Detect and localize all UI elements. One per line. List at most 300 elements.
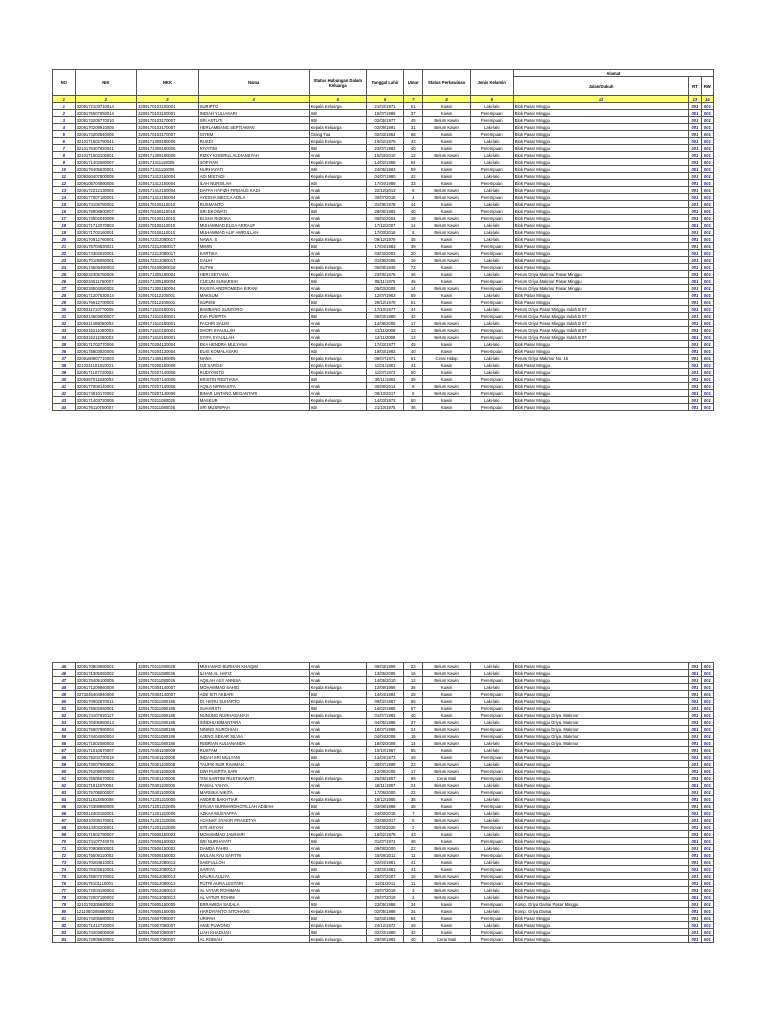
cell-no: 50 bbox=[53, 698, 76, 705]
cell-jenis-kelamin: Perempuan bbox=[470, 789, 513, 796]
cell-umur: 43 bbox=[403, 138, 423, 145]
cell-perkawinan: Kawin bbox=[423, 866, 470, 873]
cell-jenis-kelamin: Perempuan bbox=[470, 404, 513, 411]
cell-nik: 3209172103710014 bbox=[75, 103, 137, 110]
cell-nik: 3209176808800007 bbox=[75, 208, 137, 215]
cell-no: 23 bbox=[53, 257, 76, 264]
cell-jalan: Blok Pasar Minggu Griya. Makmur bbox=[513, 740, 689, 747]
cell-jenis-kelamin: Laki-laki bbox=[470, 341, 513, 348]
cell-hubungan: Kepala Keluarga bbox=[309, 936, 366, 943]
cell-tanggal-lahir: 24/05/1963 bbox=[367, 166, 404, 173]
cell-umur: 57 bbox=[403, 705, 423, 712]
cell-perkawinan: Kawin bbox=[423, 292, 470, 299]
cell-nkk: 3209170512080013 bbox=[137, 880, 199, 887]
cell-jalan: Blok Pasar Minggu bbox=[513, 180, 689, 187]
cell-tanggal-lahir: 22/12/2013 bbox=[367, 187, 404, 194]
cell-nama: RIZKY KHOIRUL ALDIANSYAH bbox=[198, 152, 309, 159]
cell-nik: 3210171602790041 bbox=[75, 138, 137, 145]
cell-rw: 001 bbox=[701, 222, 713, 229]
cell-hubungan: Anak bbox=[309, 880, 366, 887]
population-table-page-1 bbox=[52, 69, 714, 411]
cell-perkawinan: Belum Kawin bbox=[423, 124, 470, 131]
cell-nkk: 3209170401100006 bbox=[137, 775, 199, 782]
cell-nkk: 3209170512080013 bbox=[137, 887, 199, 894]
cell-tanggal-lahir: 03/03/2020 bbox=[367, 824, 404, 831]
cell-nik: 3209170903990001 bbox=[75, 663, 137, 670]
cell-perkawinan: Belum Kawin bbox=[423, 873, 470, 880]
cell-tanggal-lahir: 18/11/1997 bbox=[367, 782, 404, 789]
cell-nama: MAKSUM bbox=[198, 292, 309, 299]
cell-nama: RUSMANTO bbox=[198, 201, 309, 208]
cell-rt: 001 bbox=[689, 908, 701, 915]
cell-hubungan: Anak bbox=[309, 810, 366, 817]
cell-rw: 001 bbox=[701, 838, 713, 845]
cell-jalan: Blok Pasar Minggu bbox=[513, 936, 689, 943]
cell-nama: Dr. HERU SUHARTO bbox=[198, 698, 309, 705]
cell-no: 48 bbox=[53, 684, 76, 691]
cell-jenis-kelamin: Perempuan bbox=[470, 768, 513, 775]
cell-rt: 001 bbox=[689, 789, 701, 796]
cell-rt: 001 bbox=[689, 936, 701, 943]
cell-jenis-kelamin: Laki-laki bbox=[470, 894, 513, 901]
cell-nik: 3209171402580007 bbox=[75, 159, 137, 166]
cell-hubungan: Istri bbox=[309, 901, 366, 908]
cell-nik: 3209367011830002 bbox=[75, 376, 137, 383]
cell-perkawinan: Cerai Mati bbox=[423, 936, 470, 943]
cell-rt: 001 bbox=[689, 691, 701, 698]
cell-umur: 5 bbox=[403, 817, 423, 824]
cell-jalan: Blok Pasar Minggu bbox=[513, 404, 689, 411]
cell-no: 63 bbox=[53, 789, 76, 796]
cell-tanggal-lahir: 11/07/1972 bbox=[367, 369, 404, 376]
cell-jalan: Blok Pasar Minggu bbox=[513, 103, 689, 110]
cell-perkawinan: Kawin bbox=[423, 838, 470, 845]
cell-tanggal-lahir: 23/05/1976 bbox=[367, 271, 404, 278]
cell-jenis-kelamin: Laki-laki bbox=[470, 138, 513, 145]
cell-nkk: 3209172212080017 bbox=[137, 257, 199, 264]
cell-perkawinan: Kawin bbox=[423, 243, 470, 250]
cell-nama: HARDIYANTO SITOHANG bbox=[198, 908, 309, 915]
cell-jalan: Blok Pasar Minggu bbox=[513, 348, 689, 355]
cell-hubungan: Anak bbox=[309, 327, 366, 334]
cell-nik: 3209310208170001 bbox=[75, 817, 137, 824]
cell-hubungan: Kepala Keluarga bbox=[309, 159, 366, 166]
cell-rt: 001 bbox=[689, 103, 701, 110]
cell-nama: BINAR LINTANG MEGANTARI bbox=[198, 390, 309, 397]
cell-jenis-kelamin: Perempuan bbox=[470, 901, 513, 908]
cell-umur: 17 bbox=[403, 768, 423, 775]
cell-tanggal-lahir: 08/10/2017 bbox=[367, 390, 404, 397]
table-row bbox=[53, 397, 714, 404]
cell-nama: ELSHA RIZKIKA bbox=[198, 215, 309, 222]
cell-nama: PUTRI AURA LESTARI bbox=[198, 880, 309, 887]
cell-rw: 001 bbox=[701, 824, 713, 831]
cell-rt: 001 bbox=[689, 159, 701, 166]
cell-jenis-kelamin: Laki-laki bbox=[470, 306, 513, 313]
cell-nama: TINI SARTINI RUSTIKAWATI bbox=[198, 775, 309, 782]
cell-tanggal-lahir: 30/07/1999 bbox=[367, 761, 404, 768]
cell-rt: 001 bbox=[689, 705, 701, 712]
cell-rt: 001 bbox=[689, 236, 701, 243]
cell-hubungan: Kepala Keluarga bbox=[309, 362, 366, 369]
cell-rw: 001 bbox=[701, 348, 713, 355]
cell-tanggal-lahir: 18/07/1998 bbox=[367, 726, 404, 733]
cell-nik: 3210171503100001 bbox=[75, 152, 137, 159]
cell-rw: 001 bbox=[701, 180, 713, 187]
cell-tanggal-lahir: 20/07/2019 bbox=[367, 894, 404, 901]
cell-umur: 16 bbox=[403, 733, 423, 740]
cell-umur: 51 bbox=[403, 299, 423, 306]
cell-nama: SUPENI bbox=[198, 299, 309, 306]
cell-nik: 3209176110750007 bbox=[75, 404, 137, 411]
cell-umur: 42 bbox=[403, 313, 423, 320]
cell-umur: 22 bbox=[403, 845, 423, 852]
cell-rt: 001 bbox=[689, 677, 701, 684]
cell-no: 70 bbox=[53, 838, 76, 845]
cell-rw: 001 bbox=[701, 292, 713, 299]
table-row bbox=[53, 670, 714, 677]
cell-no: 20 bbox=[53, 236, 76, 243]
cell-nik: 1211050205880002 bbox=[75, 908, 137, 915]
cell-rw: 001 bbox=[701, 341, 713, 348]
cell-nik: 3209171703160001 bbox=[75, 229, 137, 236]
cell-nama: NINING NUROHIAH bbox=[198, 726, 309, 733]
cell-rt: 001 bbox=[689, 670, 701, 677]
cell-jenis-kelamin: Laki-laki bbox=[470, 397, 513, 404]
cell-rt: 001 bbox=[689, 754, 701, 761]
cell-no: 79 bbox=[53, 901, 76, 908]
cell-rw: 001 bbox=[701, 278, 713, 285]
cell-jalan: Blok Pasar Minggu bbox=[513, 873, 689, 880]
cell-jalan: Blok Pasar Minggu bbox=[513, 145, 689, 152]
cell-tanggal-lahir: 16/02/1979 bbox=[367, 138, 404, 145]
cell-jalan: Perum Griya Makmur No. 15 bbox=[513, 355, 689, 362]
cell-no: 42 bbox=[53, 390, 76, 397]
cell-no: 78 bbox=[53, 894, 76, 901]
cell-jenis-kelamin: Perempuan bbox=[470, 726, 513, 733]
cell-no: 49 bbox=[53, 691, 76, 698]
cell-rt: 001 bbox=[689, 173, 701, 180]
table-row bbox=[53, 684, 714, 691]
cell-tanggal-lahir: 08/07/1971 bbox=[367, 355, 404, 362]
cell-rw: 001 bbox=[701, 243, 713, 250]
cell-perkawinan: Belum Kawin bbox=[423, 390, 470, 397]
cell-nama: SINDHU BIMANTARA bbox=[198, 719, 309, 726]
cell-nama: FAISAL YAHYA bbox=[198, 782, 309, 789]
cell-nama: RUSTAM bbox=[198, 747, 309, 754]
cell-tanggal-lahir: 30/08/2014 bbox=[367, 383, 404, 390]
cell-jenis-kelamin: Perempuan bbox=[470, 936, 513, 943]
cell-nkk: 3209170103170007 bbox=[137, 131, 199, 138]
cell-nik: 3210241101810021 bbox=[75, 362, 137, 369]
index-cell: 9 bbox=[470, 96, 513, 103]
cell-nama: SHOFI SYAULLAH bbox=[198, 327, 309, 334]
cell-tanggal-lahir: 01/07/1974 bbox=[367, 838, 404, 845]
header-rt: RT bbox=[689, 77, 701, 96]
cell-nama: EVA PUSPITA bbox=[198, 313, 309, 320]
cell-hubungan: Anak bbox=[309, 670, 366, 677]
cell-perkawinan: Belum Kawin bbox=[423, 250, 470, 257]
cell-nik: 3209170405950013 bbox=[75, 719, 137, 726]
cell-rw: 001 bbox=[701, 670, 713, 677]
cell-umur: 44 bbox=[403, 306, 423, 313]
cell-perkawinan: Belum Kawin bbox=[423, 334, 470, 341]
cell-jalan: Blok Pasar Minggu bbox=[513, 362, 689, 369]
table-row bbox=[53, 922, 714, 929]
index-cell: 12 bbox=[513, 96, 689, 103]
cell-tanggal-lahir: 17/10/1977 bbox=[367, 306, 404, 313]
cell-rw: 001 bbox=[701, 306, 713, 313]
table-row bbox=[53, 789, 714, 796]
cell-rw: 001 bbox=[701, 733, 713, 740]
cell-rw: 001 bbox=[701, 817, 713, 824]
cell-no: 25 bbox=[53, 271, 76, 278]
cell-hubungan: Anak bbox=[309, 383, 366, 390]
cell-rw: 001 bbox=[701, 873, 713, 880]
cell-jenis-kelamin: Laki-laki bbox=[470, 159, 513, 166]
cell-nkk: 3209170512080013 bbox=[137, 894, 199, 901]
table-row bbox=[53, 131, 714, 138]
cell-rw: 001 bbox=[701, 173, 713, 180]
cell-nama: SYIFA SYAULLAH bbox=[198, 334, 309, 341]
table-row bbox=[53, 215, 714, 222]
cell-perkawinan: Kawin bbox=[423, 376, 470, 383]
cell-perkawinan: Cerai Hidup bbox=[423, 355, 470, 362]
cell-perkawinan: Belum Kawin bbox=[423, 677, 470, 684]
cell-jenis-kelamin: Laki-laki bbox=[470, 761, 513, 768]
cell-tanggal-lahir: 05/03/1980 bbox=[367, 313, 404, 320]
cell-nik: 3209174107740076 bbox=[75, 838, 137, 845]
cell-jenis-kelamin: Perempuan bbox=[470, 166, 513, 173]
cell-jenis-kelamin: Perempuan bbox=[470, 852, 513, 859]
cell-tanggal-lahir: 02/09/1991 bbox=[367, 124, 404, 131]
cell-no: 74 bbox=[53, 866, 76, 873]
cell-umur: 15 bbox=[403, 873, 423, 880]
cell-jalan: Blok Pasar Minggu bbox=[513, 866, 689, 873]
cell-umur: 50 bbox=[403, 397, 423, 404]
cell-nik: 3209170908000001 bbox=[75, 845, 137, 852]
cell-no: 33 bbox=[53, 327, 76, 334]
table-row bbox=[53, 362, 714, 369]
cell-umur: 36 bbox=[403, 684, 423, 691]
header-perkawinan: Status Perkawinan bbox=[423, 70, 470, 96]
cell-rt: 001 bbox=[689, 369, 701, 376]
cell-no: 62 bbox=[53, 782, 76, 789]
cell-nkk: 3209170106110010 bbox=[137, 208, 199, 215]
cell-rw: 001 bbox=[701, 747, 713, 754]
cell-nkk: 3209170512080013 bbox=[137, 866, 199, 873]
table-row bbox=[53, 866, 714, 873]
cell-tanggal-lahir: 04/04/2006 bbox=[367, 733, 404, 740]
cell-perkawinan: Kawin bbox=[423, 705, 470, 712]
cell-rt: 001 bbox=[689, 208, 701, 215]
cell-nkk: 3209171510180001 bbox=[137, 320, 199, 327]
cell-perkawinan: Kawin bbox=[423, 103, 470, 110]
cell-jenis-kelamin: Perempuan bbox=[470, 250, 513, 257]
cell-jenis-kelamin: Perempuan bbox=[470, 383, 513, 390]
cell-rt: 001 bbox=[689, 180, 701, 187]
cell-nama: AL ROBIAH bbox=[198, 936, 309, 943]
cell-tanggal-lahir: 02/05/1988 bbox=[367, 908, 404, 915]
table-row bbox=[53, 677, 714, 684]
cell-jenis-kelamin: Laki-laki bbox=[470, 747, 513, 754]
table-row bbox=[53, 845, 714, 852]
cell-hubungan: Kepala Keluarga bbox=[309, 201, 366, 208]
cell-perkawinan: Kawin bbox=[423, 306, 470, 313]
cell-tanggal-lahir: 02/04/1981 bbox=[367, 859, 404, 866]
cell-no: 31 bbox=[53, 313, 76, 320]
cell-nama: MIMIN bbox=[198, 243, 309, 250]
cell-perkawinan: Belum Kawin bbox=[423, 880, 470, 887]
cell-nama: TAUFIK NUR RAHMAN bbox=[198, 761, 309, 768]
cell-perkawinan: Belum Kawin bbox=[423, 845, 470, 852]
cell-perkawinan: Kawin bbox=[423, 145, 470, 152]
cell-hubungan: Kepala Keluarga bbox=[309, 173, 366, 180]
cell-rw: 001 bbox=[701, 740, 713, 747]
table-row bbox=[53, 817, 714, 824]
cell-hubungan: Kepala Keluarga bbox=[309, 712, 366, 719]
cell-no: 75 bbox=[53, 873, 76, 880]
cell-nkk: 3209171411110005 bbox=[137, 159, 199, 166]
cell-jalan: Blok Pasar Minggu bbox=[513, 915, 689, 922]
cell-jalan: Blok Pasar Minggu bbox=[513, 747, 689, 754]
cell-umur: 49 bbox=[403, 754, 423, 761]
cell-nkk: 3209170103100001 bbox=[137, 110, 199, 117]
cell-jenis-kelamin: Laki-laki bbox=[470, 663, 513, 670]
table-row bbox=[53, 719, 714, 726]
cell-jalan: Blok Pasar Minggu Griya. Makmur bbox=[513, 733, 689, 740]
cell-nik: 3209312403150001 bbox=[75, 810, 137, 817]
cell-nik: 3209234504080002 bbox=[75, 285, 137, 292]
cell-jalan: Blok Pasar Minggu bbox=[513, 810, 689, 817]
cell-rw: 001 bbox=[701, 131, 713, 138]
cell-nik: 3209172212130002 bbox=[75, 187, 137, 194]
cell-perkawinan: Kawin bbox=[423, 236, 470, 243]
cell-nkk: 3209170109090018 bbox=[137, 264, 199, 271]
table-row bbox=[53, 159, 714, 166]
cell-rw: 001 bbox=[701, 320, 713, 327]
cell-tanggal-lahir: 24/12/1972 bbox=[367, 922, 404, 929]
cell-rw: 001 bbox=[701, 194, 713, 201]
cell-perkawinan: Kawin bbox=[423, 341, 470, 348]
cell-nik: 3209174303020001 bbox=[75, 250, 137, 257]
cell-perkawinan: Kawin bbox=[423, 754, 470, 761]
cell-rt: 001 bbox=[689, 887, 701, 894]
cell-nama: RUSDI bbox=[198, 138, 309, 145]
cell-nkk: 3209170512080013 bbox=[137, 873, 199, 880]
cell-nik: 3209174502040009 bbox=[75, 215, 137, 222]
cell-hubungan: Kepala Keluarga bbox=[309, 698, 366, 705]
cell-rw: 001 bbox=[701, 215, 713, 222]
cell-tanggal-lahir: 03/03/2002 bbox=[367, 250, 404, 257]
cell-rt: 001 bbox=[689, 152, 701, 159]
cell-nkk: 3209170207140008 bbox=[137, 376, 199, 383]
cell-nama: RAISYA ANDROMEDA KIRANI bbox=[198, 285, 309, 292]
table-row bbox=[53, 306, 714, 313]
table-body bbox=[53, 663, 714, 943]
cell-no: 68 bbox=[53, 824, 76, 831]
cell-rt: 001 bbox=[689, 313, 701, 320]
cell-rt: 001 bbox=[689, 733, 701, 740]
cell-jalan: Perum Griya Pasar Minggu Indah B 07 bbox=[513, 320, 689, 327]
cell-umur: 24 bbox=[403, 726, 423, 733]
cell-tanggal-lahir: 21/03/1971 bbox=[367, 103, 404, 110]
cell-jenis-kelamin: Laki-laki bbox=[470, 369, 513, 376]
cell-nkk: 3209170207140008 bbox=[137, 383, 199, 390]
cell-nik: 3209174308860005 bbox=[75, 803, 137, 810]
cell-rt: 001 bbox=[689, 915, 701, 922]
cell-nama: AL VATAR ROHIMAN bbox=[198, 887, 309, 894]
cell-jalan: Blok Pasar Minggu bbox=[513, 208, 689, 215]
cell-tanggal-lahir: 25/05/1957 bbox=[367, 775, 404, 782]
cell-rw: 001 bbox=[701, 894, 713, 901]
cell-hubungan: Istri bbox=[309, 348, 366, 355]
cell-no: 73 bbox=[53, 859, 76, 866]
cell-perkawinan: Belum Kawin bbox=[423, 222, 470, 229]
cell-perkawinan: Kawin bbox=[423, 747, 470, 754]
cell-nkk: 3209170607090007 bbox=[137, 936, 199, 943]
cell-nama: RUDIYANTO bbox=[198, 369, 309, 376]
cell-hubungan: Istri bbox=[309, 299, 366, 306]
cell-nkk: 3209170311080185 bbox=[137, 698, 199, 705]
cell-no: 41 bbox=[53, 383, 76, 390]
cell-umur: 17 bbox=[403, 320, 423, 327]
cell-nik: 3209171207630014 bbox=[75, 292, 137, 299]
cell-hubungan: Kepala Keluarga bbox=[309, 355, 366, 362]
cell-rw: 001 bbox=[701, 159, 713, 166]
cell-nama: SYLVIA NURMARDHOTILLAH ADIBAH bbox=[198, 803, 309, 810]
cell-rt: 001 bbox=[689, 894, 701, 901]
cell-nkk: 3209170304140007 bbox=[137, 691, 199, 698]
cell-rw: 001 bbox=[701, 726, 713, 733]
cell-perkawinan: Belum Kawin bbox=[423, 894, 470, 901]
cell-hubungan: Anak bbox=[309, 229, 366, 236]
cell-nkk: 3209170401100008 bbox=[137, 768, 199, 775]
cell-rt: 001 bbox=[689, 187, 701, 194]
cell-no: 14 bbox=[53, 194, 76, 201]
cell-nama: MARISKA NIKITA bbox=[198, 789, 309, 796]
cell-rw: 001 bbox=[701, 712, 713, 719]
cell-tanggal-lahir: 05/02/2004 bbox=[367, 215, 404, 222]
table-row bbox=[53, 740, 714, 747]
cell-jenis-kelamin: Laki-laki bbox=[470, 236, 513, 243]
cell-rt: 001 bbox=[689, 250, 701, 257]
cell-no: 46 bbox=[53, 670, 76, 677]
cell-rt: 001 bbox=[689, 285, 701, 292]
index-cell: 4 bbox=[198, 96, 309, 103]
cell-nik: 3209170204810001 bbox=[75, 859, 137, 866]
cell-tanggal-lahir: 17/04/1983 bbox=[367, 243, 404, 250]
cell-tanggal-lahir: 05/11/1976 bbox=[367, 278, 404, 285]
cell-umur: 34 bbox=[403, 901, 423, 908]
cell-no: 53 bbox=[53, 719, 76, 726]
cell-nik: 3210176305880002 bbox=[75, 901, 137, 908]
index-cell: 13 bbox=[689, 96, 701, 103]
cell-nkk: 3209170112100001 bbox=[137, 292, 199, 299]
cell-nama: SUTINI bbox=[198, 264, 309, 271]
cell-rt: 001 bbox=[689, 299, 701, 306]
table-row bbox=[53, 698, 714, 705]
cell-nama: GIYEM bbox=[198, 131, 309, 138]
cell-nkk: 3209170401100008 bbox=[137, 747, 199, 754]
cell-nik: 3209171209860008 bbox=[75, 684, 137, 691]
cell-hubungan: Istri bbox=[309, 180, 366, 187]
cell-nkk: 3209170106110010 bbox=[137, 229, 199, 236]
cell-hubungan: Istri bbox=[309, 278, 366, 285]
cell-nik: 3209171403720005 bbox=[75, 397, 137, 404]
cell-jalan: Perum Griya Pasar Minggu Indah B 07 bbox=[513, 334, 689, 341]
cell-hubungan: Istri bbox=[309, 754, 366, 761]
